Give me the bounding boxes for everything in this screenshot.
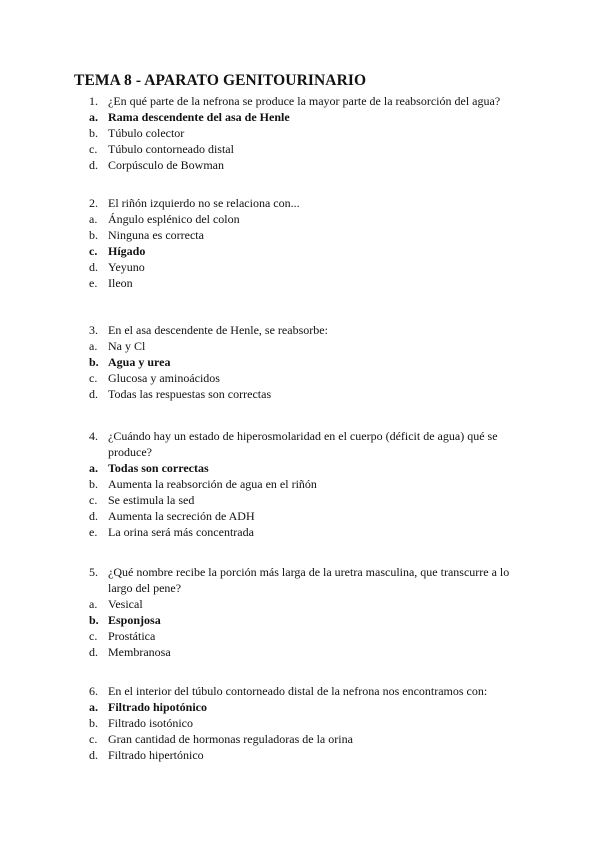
question-text: largo del pene? xyxy=(108,581,182,595)
option-letter: b. xyxy=(89,716,98,730)
option-letter: a. xyxy=(89,700,98,714)
option-letter: b. xyxy=(89,613,99,627)
option-letter: c. xyxy=(89,493,98,507)
option-text: Na y Cl xyxy=(108,339,146,353)
option-letter: c. xyxy=(89,244,98,258)
option-text-correct: Filtrado hipotónico xyxy=(108,700,208,714)
option-text: Ángulo esplénico del colon xyxy=(108,212,240,226)
option-letter: c. xyxy=(89,371,98,385)
option-text-correct: Agua y urea xyxy=(108,355,171,369)
option-letter: a. xyxy=(89,461,98,475)
option-text: Filtrado hipertónico xyxy=(108,748,204,762)
option-letter: a. xyxy=(89,339,98,353)
option-letter: d. xyxy=(89,645,98,659)
option-text: Gran cantidad de hormonas reguladoras de la orina xyxy=(108,732,353,746)
option-text: Membranosa xyxy=(108,645,171,659)
option-text: Se estimula la sed xyxy=(108,493,195,507)
option-text: Yeyuno xyxy=(108,260,145,274)
question-number: 3. xyxy=(89,323,98,337)
option-letter: a. xyxy=(89,597,98,611)
question-number: 1. xyxy=(89,94,98,108)
question-text: ¿Qué nombre recibe la porción más larga de la uretra masculina, que transcurre a lo xyxy=(108,565,510,579)
option-text-correct: Todas son correctas xyxy=(108,461,209,475)
option-text: Túbulo contorneado distal xyxy=(108,142,234,156)
question-text: ¿Cuándo hay un estado de hiperosmolaridad en el cuerpo (déficit de agua) qué se xyxy=(108,429,498,443)
option-text: Túbulo colector xyxy=(108,126,185,140)
question-text: En el interior del túbulo contorneado distal de la nefrona nos encontramos con: xyxy=(108,684,488,698)
option-text: Filtrado isotónico xyxy=(108,716,193,730)
option-text: Prostática xyxy=(108,629,156,643)
option-text-correct: Rama descendente del asa de Henle xyxy=(108,110,290,124)
option-letter: d. xyxy=(89,387,98,401)
option-text: Vesical xyxy=(108,597,143,611)
option-text: Ileon xyxy=(108,276,133,290)
question-text: produce? xyxy=(108,445,152,459)
question-number: 6. xyxy=(89,684,98,698)
option-text: Aumenta la reabsorción de agua en el riñón xyxy=(108,477,317,491)
question-text: El riñón izquierdo no se relaciona con... xyxy=(108,196,300,210)
option-text: Ninguna es correcta xyxy=(108,228,204,242)
option-letter: a. xyxy=(89,110,98,124)
question-text: ¿En qué parte de la nefrona se produce la mayor parte de la reabsorción del agua? xyxy=(108,94,501,108)
question-number: 4. xyxy=(89,429,98,443)
question-text: En el asa descendente de Henle, se reabsorbe: xyxy=(108,323,328,337)
option-letter: c. xyxy=(89,629,98,643)
option-text-correct: Esponjosa xyxy=(108,613,161,627)
option-letter: c. xyxy=(89,142,98,156)
option-letter: b. xyxy=(89,126,98,140)
option-letter: e. xyxy=(89,525,98,539)
option-text: Corpúsculo de Bowman xyxy=(108,158,224,172)
option-letter: b. xyxy=(89,228,98,242)
option-letter: c. xyxy=(89,732,98,746)
option-letter: d. xyxy=(89,509,98,523)
option-letter: d. xyxy=(89,260,98,274)
question-number: 5. xyxy=(89,565,98,579)
option-text: Aumenta la secreción de ADH xyxy=(108,509,255,523)
document-title: TEMA 8 - APARATO GENITOURINARIO xyxy=(74,72,367,89)
option-text: Glucosa y aminoácidos xyxy=(108,371,220,385)
question-number: 2. xyxy=(89,196,98,210)
option-letter: b. xyxy=(89,477,98,491)
option-text: La orina será más concentrada xyxy=(108,525,254,539)
option-letter: b. xyxy=(89,355,99,369)
option-text: Todas las respuestas son correctas xyxy=(108,387,272,401)
option-letter: a. xyxy=(89,212,98,226)
option-letter: d. xyxy=(89,158,98,172)
option-letter: e. xyxy=(89,276,98,290)
option-letter: d. xyxy=(89,748,98,762)
option-text-correct: Hígado xyxy=(108,244,146,258)
